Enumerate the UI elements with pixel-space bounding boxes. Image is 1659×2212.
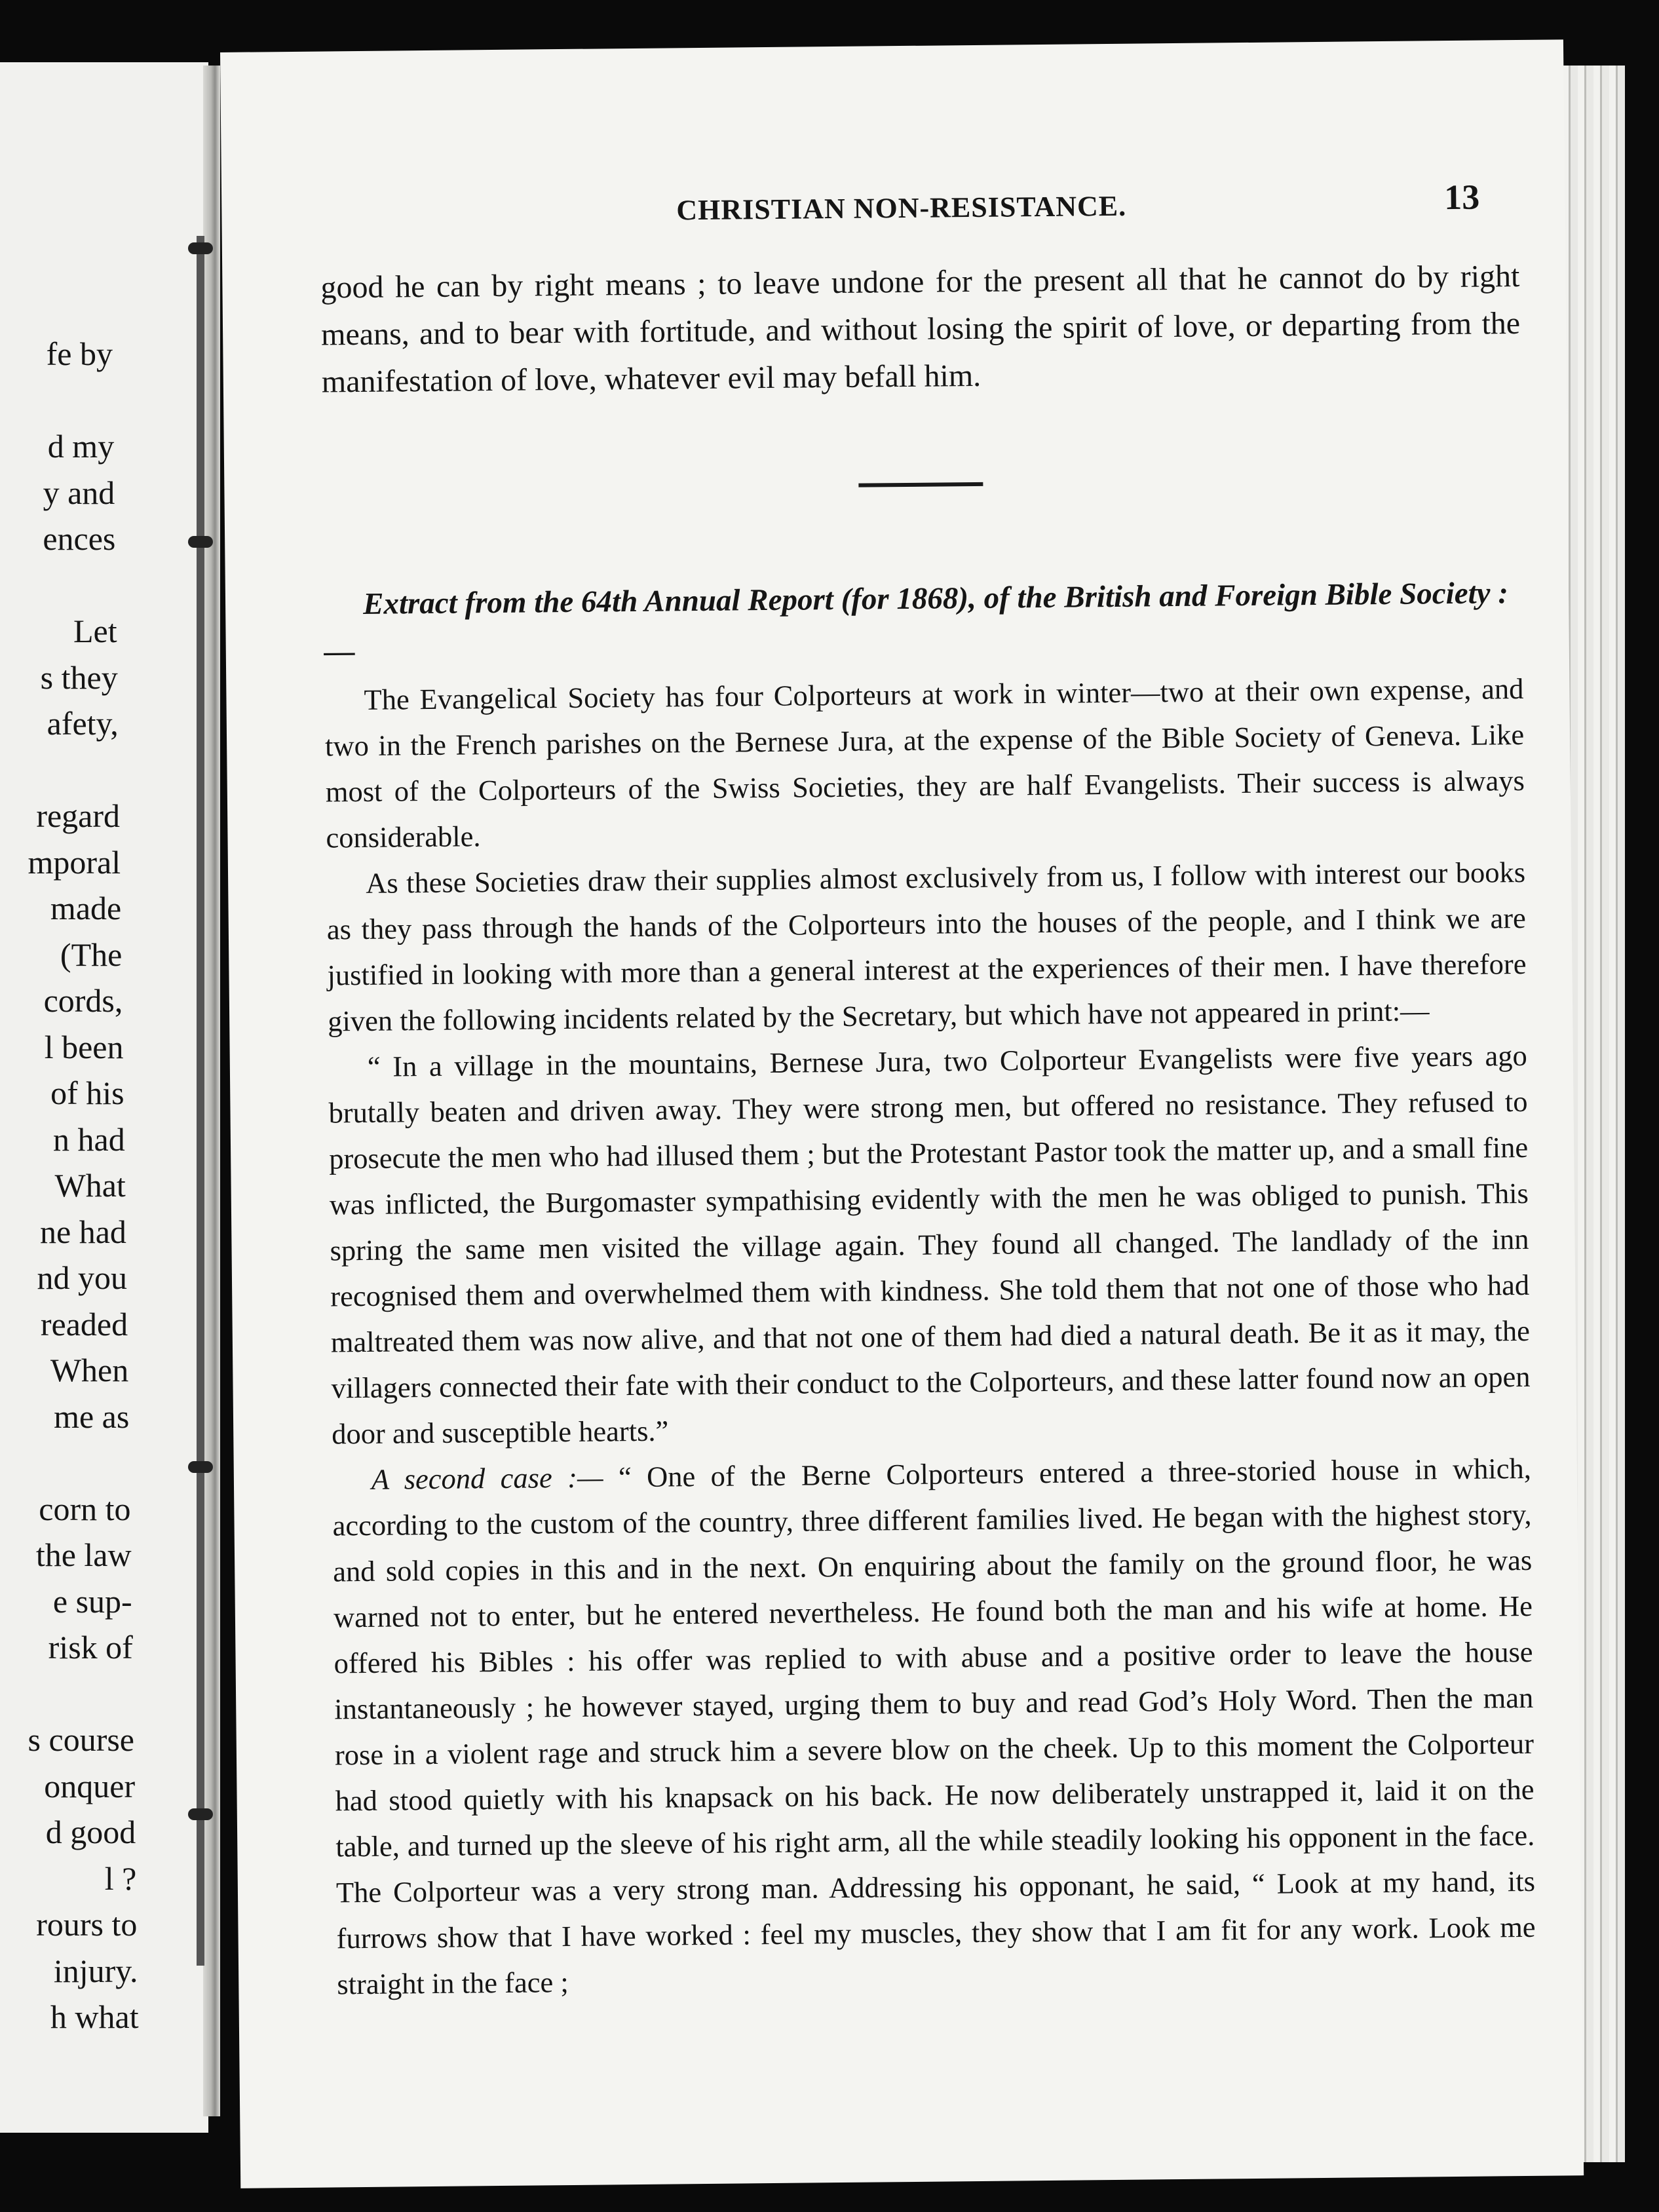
section-divider	[858, 482, 983, 487]
left-page-line: Let	[73, 613, 117, 649]
left-page-line: l ?	[104, 1859, 137, 1897]
paragraph: As these Societies draw their supplies almost exclusively from us, I follow with interest our books as they pass through the hands of the Colporteurs into the houses of the people, and I think we are justified in looking with more than a general interest at the experiences of their men. I have therefore given the following incidents related by the Secretary, but which have not appeared in print:—	[326, 855, 1527, 1038]
left-page-line: d my	[47, 428, 115, 465]
left-page-text	[0, 337, 197, 2146]
left-page-line: rours to	[36, 1906, 138, 1943]
left-page-line: of his	[50, 1075, 124, 1111]
left-page-line: fe by	[46, 337, 113, 372]
left-page-line: cords,	[43, 982, 123, 1019]
left-page-line: risk of	[48, 1629, 133, 1666]
left-page-line: e sup-	[52, 1582, 132, 1620]
left-page-line: ences	[43, 520, 116, 557]
binding-thread	[197, 236, 204, 1966]
left-page-line: When	[50, 1352, 129, 1388]
left-page-line: d good	[45, 1814, 136, 1850]
left-page-line: y and	[43, 474, 115, 511]
left-page-line: (The	[60, 936, 123, 973]
case-label: A second case :—	[371, 1460, 603, 1496]
binding-stitch	[188, 536, 213, 548]
left-page-line: nd you	[37, 1259, 127, 1296]
left-page-line: n had	[53, 1120, 125, 1158]
left-page-line: made	[50, 890, 122, 926]
paragraph-text: good he can by right means ; to leave undone for the present all that he cannot do by right means, and to bear with fortitude, and without losing the spirit of love, or departing from the manifestation of love, whatever evil may befall him.	[320, 258, 1521, 400]
left-page-line: s they	[40, 658, 118, 696]
left-page-line: s course	[28, 1721, 134, 1758]
left-page	[0, 62, 208, 2133]
left-page-line: corn to	[39, 1490, 131, 1527]
paragraph	[332, 1445, 1536, 2008]
left-page-line: onquer	[44, 1767, 136, 1804]
left-page-line: the law	[35, 1536, 132, 1573]
paragraph: “ In a village in the mountains, Bernese Jura, two Colporteur Evangelists were five years ago brutally beaten and driven away. They were strong men, but offered no resistance. They refused to prosecute the men who had illused them ; but the Protestant Pastor took the matter up, and a small fine was inflicted, the Burgomaster sympathising evidently with the men he was obliged to punish. This spring the same men visited the village again. They found all changed. The landlady of the inn recognised them and overwhelmed them with kindness. She told them that not one of those who had maltreated them was now alive, and that not one of them had died a natural death. Be it as it may, the villagers connected their fate with their conduct to the Colporteurs, and these latter found now an open door and susceptible hearts.”	[328, 1039, 1531, 1451]
binding-stitch	[188, 242, 213, 254]
left-page-line: injury.	[53, 1952, 138, 1989]
binding-stitch	[188, 1461, 213, 1473]
extract-heading: Extract from the 64th Annual Report (for 1868), of the British and Foreign Bible Society :—	[324, 576, 1509, 669]
paragraph-text: “ One of the Berne Colporteurs entered a three-storied house in which, according to the custom of the country, three different families lived. He began with the highest story, and sold copies in this and in the next. On enquiring about the family on the ground floor, he was warned not to enter, but he entered nevertheless. He found both the man and his wife at home. He offered his Bibles : his offer was replied to with abuse and a positive order to leave the house instantaneously ; he however stayed, urging them to buy and read God’s Holy Word. Then the man rose in a violent rage and struck him a severe blow on the cheek. Up to this moment the Colporteur had stood quietly with his knapsack on his back. He now deliberately unstrapped it, laid it on the table, and turned up the sleeve of his right arm, all the while steadily looking his opponent in the face. The Colporteur was a very strong man. Addressing his opponant, he said, “ Look at my hand, its furrows show that I have worked : feel my muscles, they show that I am fit for any work. Look me straight in the face ;	[332, 1451, 1536, 2001]
left-page-line: regard	[36, 797, 120, 834]
running-head: CHRISTIAN NON-RESISTANCE.	[676, 189, 1127, 227]
left-page-line: h what	[50, 1998, 139, 2035]
left-page-line: mporal	[28, 843, 121, 881]
left-page-line: What	[54, 1167, 126, 1204]
left-page-line: readed	[40, 1305, 128, 1343]
left-page-line: afety,	[47, 705, 119, 742]
page-number: 13	[1443, 177, 1480, 218]
right-page	[220, 39, 1584, 2188]
left-page-line: ne had	[40, 1213, 126, 1250]
left-page-line: me as	[54, 1398, 130, 1435]
binding-stitch	[188, 1808, 213, 1820]
intro-paragraph	[320, 253, 1521, 406]
left-page-line: l been	[44, 1028, 124, 1065]
paragraph: The Evangelical Society has four Colporteurs at work in winter—two at their own expense, and two in the French parishes on the Bernese Jura, at the expense of the Bible Society of Geneva. Like most of the Colporteurs of the Swiss Societies, they are half Evangelists. Their success is always considerable.	[324, 672, 1525, 854]
extract-body	[324, 666, 1536, 2007]
